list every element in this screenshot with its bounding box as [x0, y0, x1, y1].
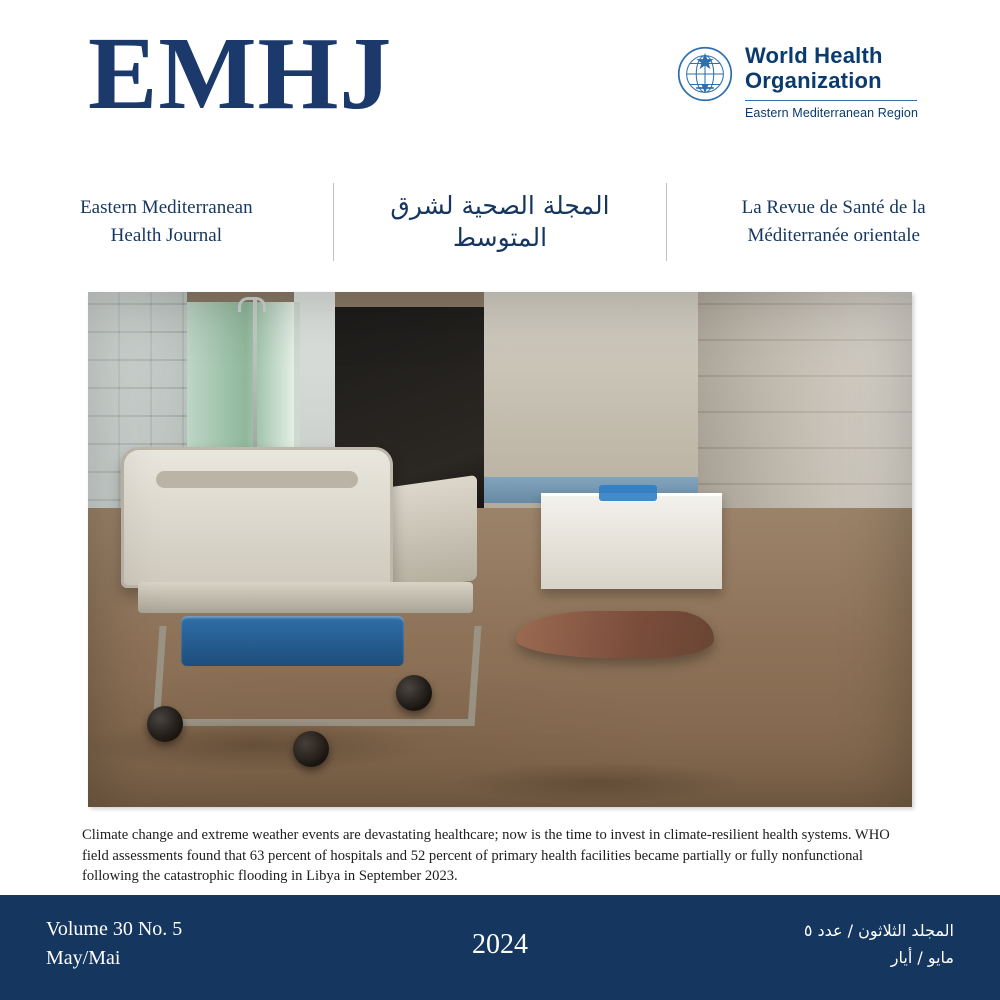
title-english-line2: Health Journal	[110, 225, 222, 246]
photo-vignette	[88, 292, 912, 807]
footer-month-arabic: مايو / أيار	[890, 948, 954, 968]
title-arabic-text: المجلة الصحية لشرق المتوسط	[390, 190, 610, 252]
who-divider	[745, 100, 917, 101]
who-region-label: Eastern Mediterranean Region	[744, 106, 918, 121]
title-english-line1: Eastern Mediterranean	[80, 197, 253, 219]
who-branding	[677, 44, 918, 120]
emhj-logo: EMHJ	[88, 16, 393, 131]
cover-header	[0, 0, 1000, 160]
title-english	[0, 194, 333, 249]
who-wordmark	[745, 44, 918, 120]
cover-photo	[88, 292, 912, 807]
cover-photo-scene	[88, 292, 912, 807]
title-french-line2: Méditerranée orientale	[747, 225, 920, 246]
footer-volume-arabic: المجلد الثلاثون / عدد ٥	[803, 921, 954, 940]
who-name-line2: Organization	[744, 67, 882, 93]
cover-caption: Climate change and extreme weather events are devastating healthcare; now is the time to invest in climate-resilient health systems. WHO field assessments found that 63 percent of hospitals and 52 percent of primary health facilities became partially or fully nonfunctional following the catastrophic flooding in Libya in September 2023.	[82, 827, 890, 885]
title-french	[667, 194, 1000, 249]
who-emblem-icon	[677, 46, 733, 102]
title-french-line1: La Revue de Santé de la	[741, 197, 926, 219]
cover-footer	[0, 895, 1000, 1000]
footer-arabic-block	[804, 917, 954, 971]
who-name-line1: World Health	[744, 43, 883, 68]
footer-volume: Volume 30 No. 5	[46, 918, 183, 940]
footer-month: May/Mai	[46, 947, 121, 969]
footer-year: 2024	[472, 929, 528, 960]
title-arabic	[334, 190, 667, 255]
journal-title-row	[0, 174, 1000, 270]
